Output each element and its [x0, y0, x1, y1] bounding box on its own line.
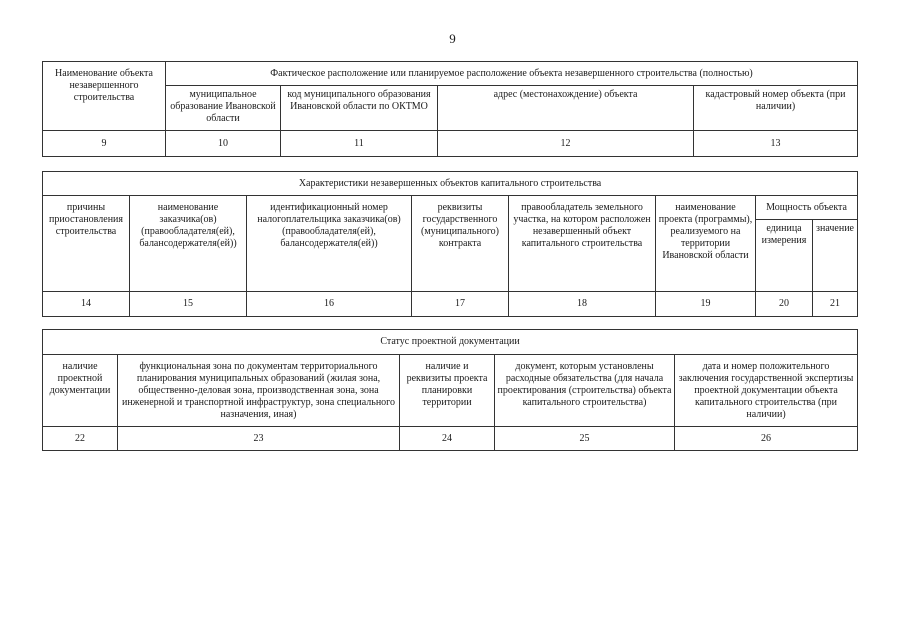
col-planning-project: наличие и реквизиты проекта планировки территории: [400, 355, 495, 427]
col-expertise: дата и номер положительного заключения государственной экспертизы проектной документации объекта капитального строительства (при наличии): [675, 355, 858, 427]
documentation-status-title: Статус проектной документации: [43, 330, 858, 355]
column-number: 15: [130, 292, 247, 317]
column-number: 19: [656, 292, 756, 317]
col-address: адрес (местонахождение) объекта: [438, 86, 694, 131]
documentation-status-table: [42, 329, 858, 451]
col-functional-zone: функциональная зона по документам территориального планирования муниципальных образований (жилая зона, общественно-деловая зона, производственная зона, зона инженерной и транспортной инфраструктур, зона специального назначения, иная): [118, 355, 400, 427]
column-number: 25: [495, 427, 675, 451]
location-table: [42, 61, 858, 157]
page-number: 9: [449, 31, 456, 46]
col-value: значение: [813, 220, 858, 292]
col-municipality: муниципальное образование Ивановской области: [166, 86, 281, 131]
column-number: 14: [43, 292, 130, 317]
column-number: 16: [247, 292, 412, 317]
location-header: Фактическое расположение или планируемое расположение объекта незавершенного строительства (полностью): [166, 62, 858, 86]
col-unit: единица измерения: [756, 220, 813, 292]
col-oktmo: код муниципального образования Ивановской области по ОКТМО: [281, 86, 438, 131]
column-number: 18: [509, 292, 656, 317]
col-cadastral: кадастровый номер объекта (при наличии): [694, 86, 858, 131]
column-number: 10: [166, 131, 281, 157]
column-number: 12: [438, 131, 694, 157]
capacity-header: Мощность объекта: [756, 196, 858, 220]
characteristics-table: [42, 171, 858, 317]
col-customer: наименование заказчика(ов) (правообладателя(ей), балансодержателя(ей)): [130, 196, 247, 292]
col-contract: реквизиты государственного (муниципального) контракта: [412, 196, 509, 292]
column-number: 24: [400, 427, 495, 451]
col-inn: идентификационный номер налогоплательщика заказчика(ов) (правообладателя(ей), балансодержателя(ей)): [247, 196, 412, 292]
column-number: 21: [813, 292, 858, 317]
col-suspension-reasons: причины приостановления строительства: [43, 196, 130, 292]
column-number: 9: [43, 131, 166, 157]
characteristics-title: Характеристики незавершенных объектов капитального строительства: [43, 172, 858, 196]
column-number: 11: [281, 131, 438, 157]
column-number: 17: [412, 292, 509, 317]
column-number: 23: [118, 427, 400, 451]
col-project-name: наименование проекта (программы), реализуемого на территории Ивановской области: [656, 196, 756, 292]
column-number: 22: [43, 427, 118, 451]
column-number: 13: [694, 131, 858, 157]
column-number: 26: [675, 427, 858, 451]
object-name-header: Наименование объекта незавершенного строительства: [43, 62, 166, 131]
col-land-owner: правообладатель земельного участка, на котором расположен незавершенный объект капитального строительства: [509, 196, 656, 292]
col-expenditure-doc: документ, которым установлены расходные обязательства (для начала проектирования (строительства) объекта капитального строительства): [495, 355, 675, 427]
col-design-docs: наличие проектной документации: [43, 355, 118, 427]
column-number: 20: [756, 292, 813, 317]
